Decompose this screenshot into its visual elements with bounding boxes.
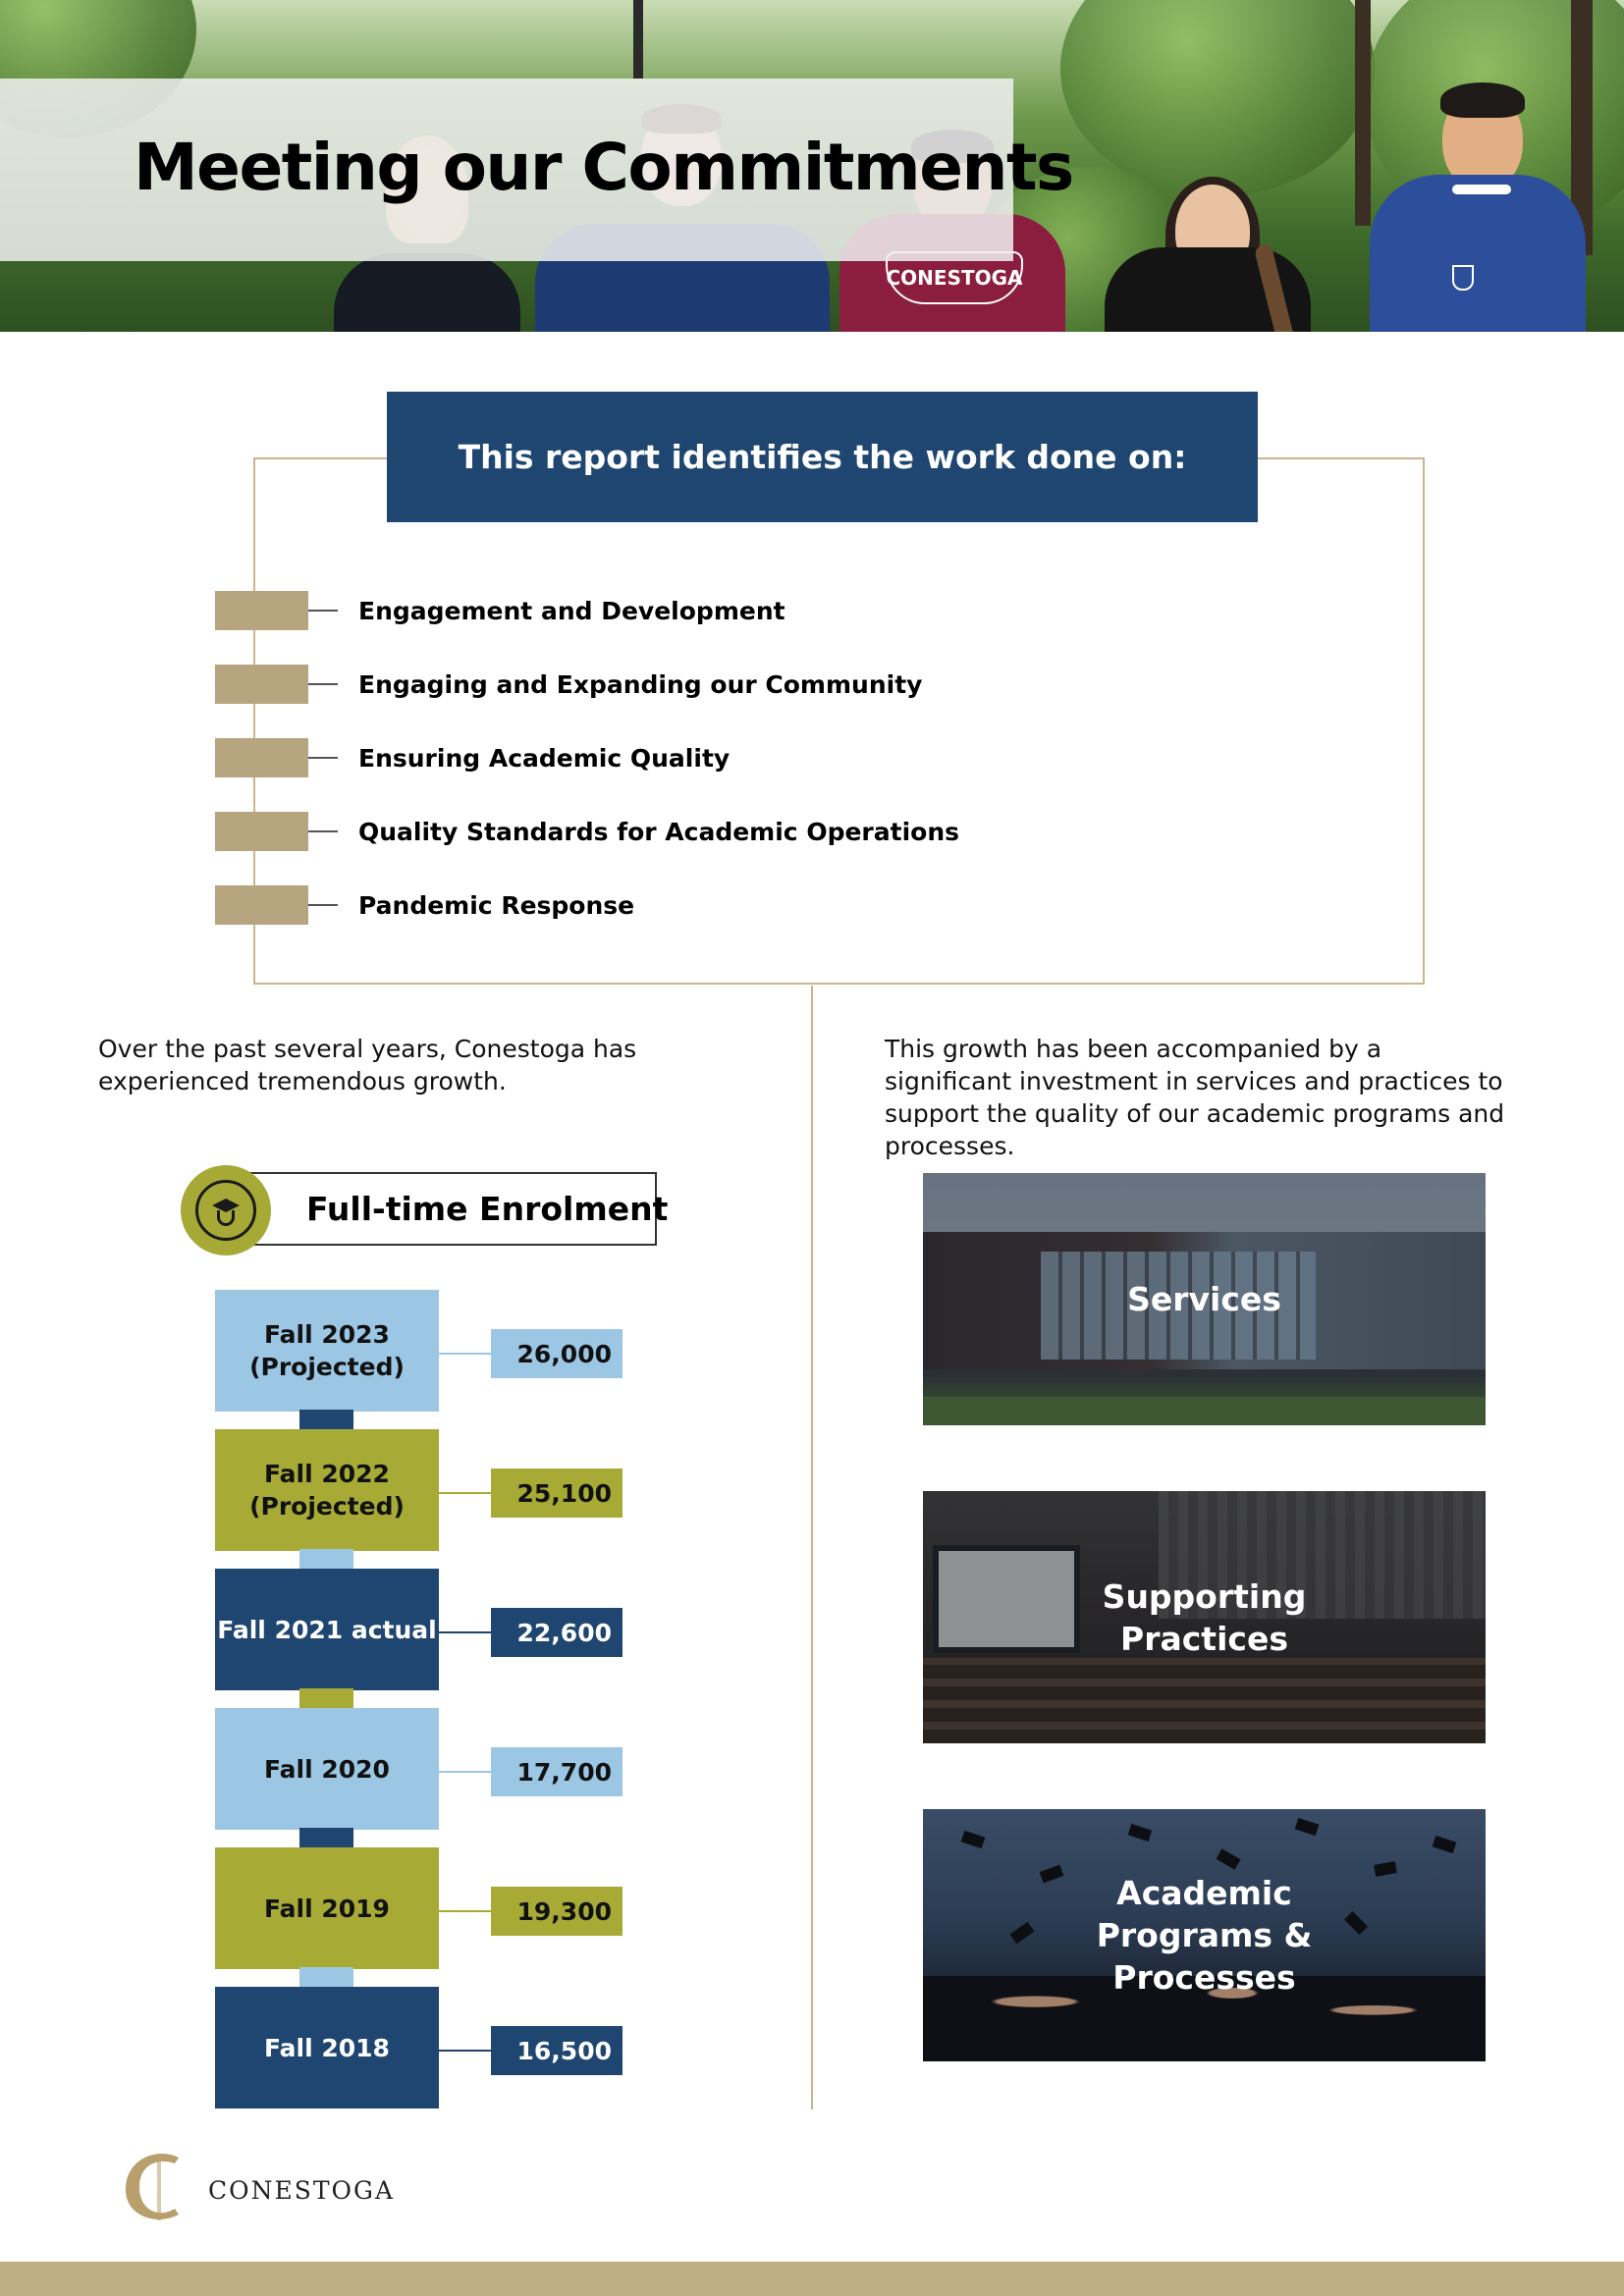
- enrolment-value: 17,700: [491, 1747, 623, 1796]
- enrolment-connector-line: [439, 1492, 491, 1494]
- report-header-text: This report identifies the work done on:: [458, 438, 1187, 476]
- services-card: [923, 1173, 1486, 1425]
- hero-banner: [0, 0, 1624, 332]
- investment-paragraph: This growth has been accompanied by a significant investment in services and practices to support the quality of our academic programs and processes.: [885, 1035, 1505, 1160]
- enrolment-year-box: [215, 1569, 439, 1690]
- person-4: [1105, 86, 1321, 332]
- person-5: [1370, 37, 1596, 332]
- report-item-tick: [308, 904, 338, 906]
- enrolment-year-label: Fall 2020: [264, 1754, 390, 1784]
- shirt-logo: CONESTOGA: [886, 251, 1023, 304]
- services-label: Services: [1127, 1280, 1281, 1318]
- enrolment-connector-line: [439, 2050, 491, 2052]
- conestoga-logo-text: CONESTOGA: [208, 2176, 396, 2205]
- enrolment-connector-line: [439, 1353, 491, 1355]
- report-item-tab: [215, 738, 308, 777]
- report-item-label: Engagement and Development: [358, 596, 785, 625]
- academic-programs-label: Academic Programs & Processes: [1096, 1874, 1313, 1997]
- report-item: [215, 665, 922, 704]
- enrolment-connector-line: [439, 1771, 491, 1773]
- enrolment-year-label: Fall 2019: [264, 1894, 390, 1923]
- enrolment-year-label: Fall 2018: [264, 2033, 390, 2062]
- report-item: [215, 885, 634, 925]
- enrolment-value: 26,000: [491, 1329, 623, 1378]
- growth-paragraph: Over the past several years, Conestoga has experienced tremendous growth.: [98, 1035, 637, 1095]
- report-item-label: Ensuring Academic Quality: [358, 743, 731, 773]
- enrolment-year-label: Fall 2021 actual: [217, 1615, 437, 1644]
- report-item-tick: [308, 830, 338, 832]
- column-divider: [811, 986, 813, 2109]
- report-item-tab: [215, 885, 308, 925]
- enrolment-year-box: [215, 1708, 439, 1830]
- footer-bar: [0, 2262, 1624, 2296]
- supporting-practices-label: Supporting Practices: [1102, 1576, 1307, 1658]
- graduate-cap-icon: [181, 1165, 271, 1255]
- report-item-tab: [215, 812, 308, 851]
- enrolment-title: Full-time Enrolment: [306, 1190, 669, 1228]
- report-item-tab: [215, 665, 308, 704]
- report-item-tick: [308, 683, 338, 685]
- enrolment-link-block: [299, 1828, 353, 1848]
- report-item: [215, 812, 959, 851]
- enrolment-link-block: [299, 1688, 353, 1709]
- academic-programs-card: [923, 1809, 1486, 2061]
- conestoga-logo-icon: [118, 2150, 187, 2224]
- enrolment-year-box: [215, 1429, 439, 1551]
- enrolment-link-block: [299, 1967, 353, 1988]
- tree-trunk: [1355, 0, 1371, 226]
- report-item-label: Engaging and Expanding our Community: [358, 669, 923, 699]
- report-item-tab: [215, 591, 308, 630]
- enrolment-year-box: [215, 1987, 439, 2109]
- report-header: [387, 392, 1258, 522]
- enrolment-year-box: [215, 1290, 439, 1412]
- page-title: Meeting our Commitments: [134, 130, 1073, 205]
- enrolment-year-label: Fall 2022 (Projected): [249, 1460, 405, 1521]
- report-item: [215, 738, 730, 777]
- enrolment-year-label: Fall 2023 (Projected): [249, 1320, 405, 1381]
- report-item-tick: [308, 610, 338, 612]
- enrolment-link-block: [299, 1410, 353, 1430]
- report-item-label: Pandemic Response: [358, 890, 635, 920]
- enrolment-connector-line: [439, 1910, 491, 1912]
- enrolment-connector-line: [439, 1631, 491, 1633]
- supporting-practices-card: [923, 1491, 1486, 1743]
- report-item-tick: [308, 757, 338, 759]
- enrolment-title-box: [247, 1172, 669, 1246]
- enrolment-value: 19,300: [491, 1887, 623, 1936]
- enrolment-value: 25,100: [491, 1468, 623, 1518]
- enrolment-link-block: [299, 1549, 353, 1570]
- enrolment-value: 16,500: [491, 2026, 623, 2075]
- enrolment-year-box: [215, 1847, 439, 1969]
- report-item: [215, 591, 785, 630]
- enrolment-value: 22,600: [491, 1608, 623, 1657]
- report-item-label: Quality Standards for Academic Operations: [358, 817, 959, 846]
